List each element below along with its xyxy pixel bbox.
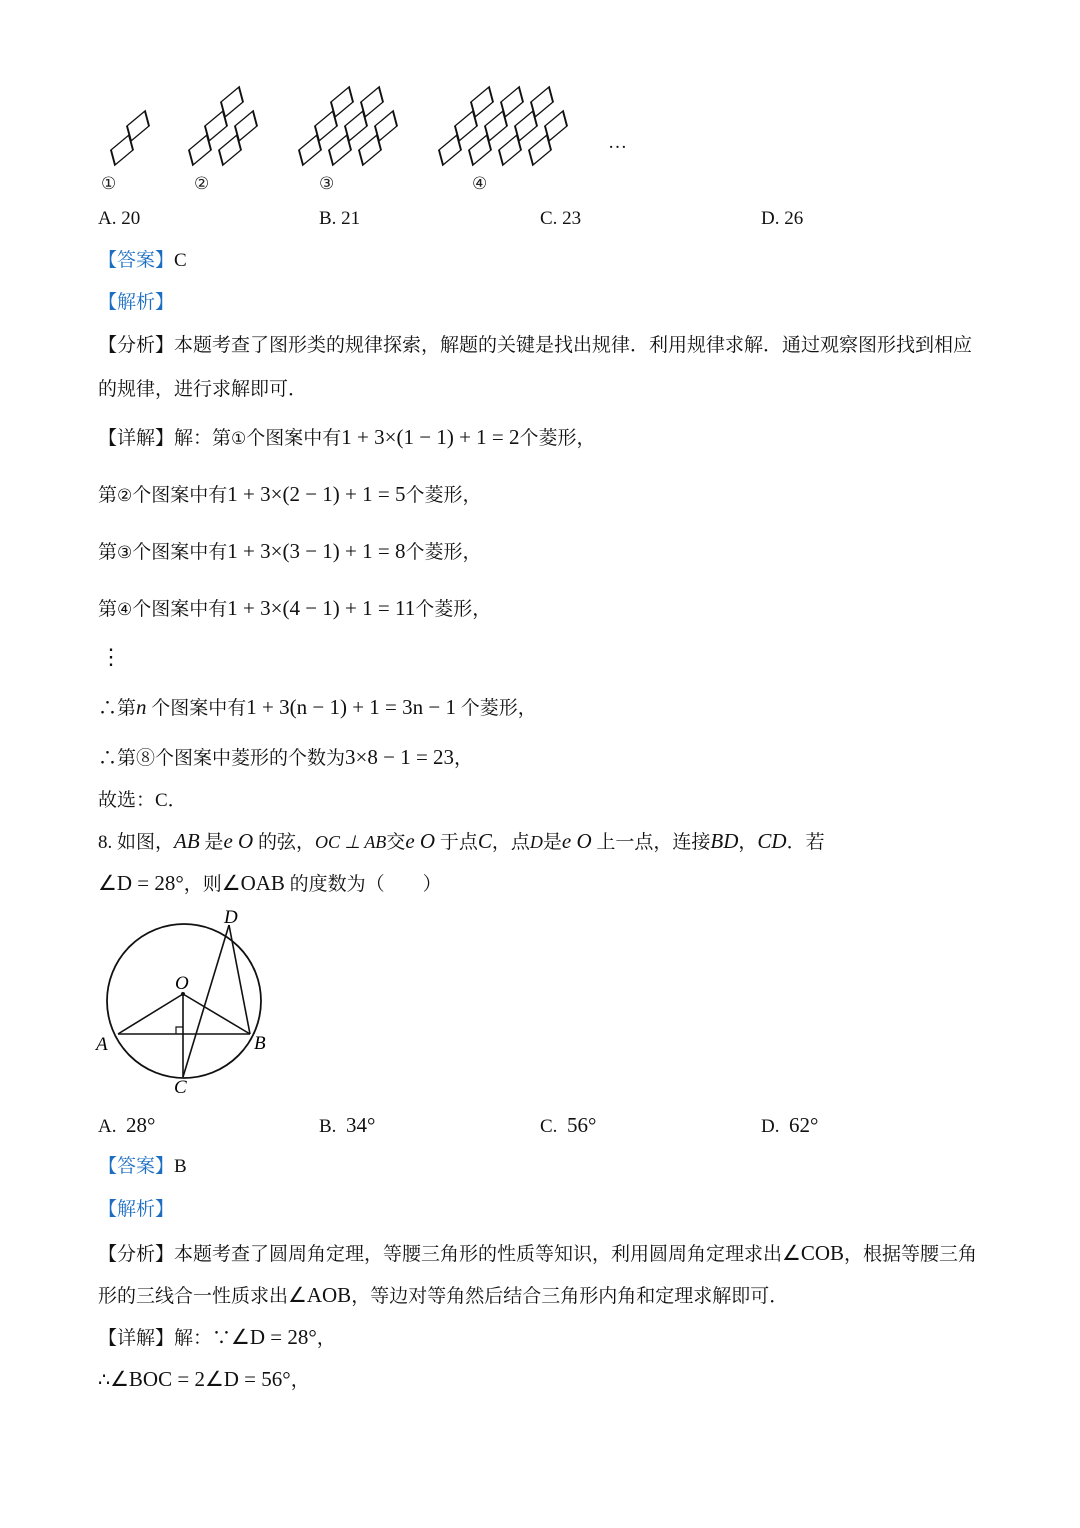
rhombus-shape [368, 111, 404, 141]
stem-text: ，则 [183, 874, 222, 895]
label-c: C [174, 1077, 187, 1098]
circle-number: ① [231, 429, 247, 449]
rhombus-shape [352, 135, 388, 165]
stem-cd: CD [757, 829, 787, 853]
label-b: B [254, 1033, 266, 1054]
detail-post: 个菱形， [519, 428, 596, 449]
detail-pre: 个图案中有 [246, 428, 342, 449]
circle-number: ② [117, 486, 133, 506]
q8-jiexi-tag: 【解析】 [98, 1199, 175, 1220]
stem-d: D [529, 832, 543, 852]
q7-answer-line [98, 248, 187, 274]
q7-option-d[interactable]: D. 26 [761, 208, 804, 229]
rhombus-shape [104, 135, 140, 165]
circle-o [107, 924, 261, 1078]
detail-post: 个菱形， [405, 485, 482, 506]
stem-angle-oab: ∠OAB [221, 871, 285, 895]
stem-text: 是 [542, 832, 562, 853]
stem-text: 上一点，连接 [596, 832, 711, 853]
segment-cd [183, 925, 229, 1077]
option-letter: D. [761, 1116, 780, 1137]
analysis-tag: 【分析】 [98, 1244, 175, 1265]
option-value: 56° [566, 1113, 597, 1137]
rhombus-shape [432, 135, 468, 165]
rhombus-shape [212, 135, 248, 165]
stem-text: 的度数为（ ） [289, 874, 442, 895]
analysis-text: 本题考查了圆周角定理，等腰三角形的性质等知识，利用圆周角定理求出 [174, 1244, 783, 1265]
option-value: 28° [125, 1113, 156, 1137]
option-value: 34° [345, 1113, 376, 1137]
detail-pre: 个图案中有 [132, 542, 228, 563]
detail-text: ∴ [98, 1370, 111, 1391]
stem-num: 8. 如图， [98, 832, 175, 853]
rhombus-shape [292, 135, 328, 165]
rhombus-shape [324, 87, 360, 117]
q7-option-a[interactable]: A. 20 [98, 208, 141, 229]
detail-post: 个菱形， [415, 599, 492, 620]
rhombus-shape [308, 111, 344, 141]
q8-detail-line2 [98, 1366, 310, 1394]
analysis-tag: 【分析】 [98, 335, 175, 356]
stem-ab: AB [174, 829, 200, 853]
general-n: n [136, 695, 147, 719]
detail-expr: 1 + 3×(3 − 1) + 1 = 8 [227, 539, 406, 563]
figure-label-3: ③ [319, 174, 335, 194]
detail-expr: 1 + 3×(4 − 1) + 1 = 11 [227, 596, 416, 620]
rhombus-shape [198, 111, 234, 141]
q7-detail-line3: 第③个图案中有1 + 3×(3 − 1) + 1 = 8个菱形， [98, 539, 482, 563]
rhombus-shape [214, 87, 250, 117]
q8-analysis-line2 [98, 1282, 788, 1310]
q8-option-b[interactable] [319, 1112, 375, 1140]
detail-intro: 解：第 [174, 428, 232, 449]
circle-number: ④ [117, 600, 133, 620]
rhombus-shape [182, 135, 218, 165]
rhombus-shape [120, 111, 156, 141]
detail-pre: 个图案中有 [132, 485, 228, 506]
rhombus-shape [354, 87, 390, 117]
analysis-text: ，根据等腰三角 [844, 1244, 978, 1265]
stem-perp: OC ⊥ AB [314, 832, 387, 852]
detail-expr: 1 + 3×(1 − 1) + 1 = 2 [341, 425, 520, 449]
q8-analysis-line1 [98, 1240, 977, 1268]
analysis-expr: ∠AOB [288, 1283, 352, 1307]
stem-text: 交 [386, 832, 406, 853]
q7-detail-line2: 第②个图案中有1 + 3×(2 − 1) + 1 = 5个菱形， [98, 482, 482, 506]
answer-value: B [174, 1156, 187, 1177]
eighth-pre: ∴第⑧个图案中菱形的个数为 [98, 748, 346, 769]
figure-label-1: ① [101, 174, 117, 194]
label-o: O [175, 973, 189, 994]
rhombus-shape [478, 111, 514, 141]
stem-angle-d: ∠D = 28° [98, 871, 184, 895]
rhombus-shape [338, 111, 374, 141]
stem-circle-o: e O [405, 829, 436, 853]
right-angle-mark [176, 1027, 183, 1034]
rhombus-shape [464, 87, 500, 117]
q7-choose: 故选：C． [98, 790, 187, 811]
stem-circle-o: e O [223, 829, 254, 853]
answer-tag: 【答案】 [98, 250, 175, 271]
rhombus-pattern-figures [90, 76, 590, 176]
segment-oa [118, 994, 183, 1034]
rhombus-shape [494, 87, 530, 117]
rhombus-shape [228, 111, 264, 141]
q8-answer-line [98, 1154, 187, 1180]
eighth-expr: 3×8 − 1 = 23 [345, 745, 455, 769]
detail-expr: ∠BOC = 2∠D = 56° [110, 1367, 291, 1391]
rhombus-shape [522, 135, 558, 165]
q7-vdots: ⋮ [100, 644, 122, 669]
q7-general-line [98, 694, 537, 722]
segment-bd [229, 925, 250, 1034]
detail-text: 解：∵ [174, 1328, 232, 1349]
rhombus-shape [322, 135, 358, 165]
label-d: D [224, 907, 238, 928]
figure-label-4: ④ [472, 174, 488, 194]
rhombus-shape [492, 135, 528, 165]
option-value: 62° [788, 1113, 819, 1137]
segment-ob [183, 994, 250, 1034]
circle-number: ③ [117, 543, 133, 563]
stem-text: ， [738, 832, 758, 853]
detail-tag: 【详解】 [98, 428, 175, 449]
figure-label-2: ② [194, 174, 210, 194]
general-mid: 个图案中有 [151, 698, 247, 719]
q7-option-b[interactable]: B. 21 [319, 208, 361, 229]
stem-circle-o: e O [561, 829, 592, 853]
general-expr: 1 + 3(n − 1) + 1 = 3n − 1 [246, 695, 456, 719]
eighth-post: ， [454, 748, 474, 769]
stem-text: 于点 [439, 832, 478, 853]
rhombus-shape [508, 111, 544, 141]
q8-option-c[interactable] [540, 1112, 596, 1140]
detail-tag: 【详解】 [98, 1328, 175, 1349]
label-a: A [96, 1034, 108, 1055]
stem-text: ．若 [786, 832, 825, 853]
answer-value: C [174, 250, 187, 271]
q8-option-a[interactable] [98, 1112, 155, 1140]
q8-stem-line2 [98, 870, 442, 898]
option-letter: B. [319, 1116, 337, 1137]
q8-stem-line1 [98, 828, 825, 856]
circle-geometry-diagram [90, 905, 290, 1100]
rhombus-shape [524, 87, 560, 117]
q7-jiexi-tag: 【解析】 [98, 292, 175, 313]
q7-detail-line4: 第④个图案中有1 + 3×(4 − 1) + 1 = 11个菱形， [98, 596, 492, 620]
stem-c: C [477, 829, 492, 853]
stem-text: ，点 [491, 832, 530, 853]
detail-expr: 1 + 3×(2 − 1) + 1 = 5 [227, 482, 406, 506]
q8-detail-line1 [98, 1324, 336, 1352]
stem-text: 是 [204, 832, 224, 853]
q7-analysis-line2: 的规律，进行求解即可． [98, 379, 308, 400]
figure-ellipsis: … [608, 132, 627, 153]
q7-detail-line1 [98, 424, 596, 452]
rhombus-shape [448, 111, 484, 141]
stem-text: 的弦， [257, 832, 315, 853]
q7-option-c[interactable]: C. 23 [540, 208, 582, 229]
stem-bd: BD [710, 829, 739, 853]
answer-tag: 【答案】 [98, 1156, 175, 1177]
analysis-text: 形的三线合一性质求出 [98, 1286, 289, 1307]
q8-option-d[interactable] [761, 1112, 818, 1140]
detail-expr: ∠D = 28° [231, 1325, 317, 1349]
detail-pre: 个图案中有 [132, 599, 228, 620]
analysis-text: ，等边对等角然后结合三角形内角和定理求解即可． [351, 1286, 789, 1307]
detail-text: ， [316, 1328, 336, 1349]
general-pre: ∴第 [98, 698, 137, 719]
general-post: 个菱形， [460, 698, 537, 719]
q7-eighth-line [98, 744, 473, 772]
detail-text: ， [290, 1370, 310, 1391]
option-letter: A. [98, 1116, 117, 1137]
analysis-text: 本题考查了图形类的规律探索，解题的关键是找出规律．利用规律求解．通过观察图形找到相应 [174, 335, 973, 356]
detail-post: 个菱形， [405, 542, 482, 563]
rhombus-shape [538, 111, 574, 141]
q7-analysis-line1 [98, 333, 972, 359]
option-letter: C. [540, 1116, 558, 1137]
analysis-expr: ∠COB [782, 1241, 845, 1265]
rhombus-shape [462, 135, 498, 165]
